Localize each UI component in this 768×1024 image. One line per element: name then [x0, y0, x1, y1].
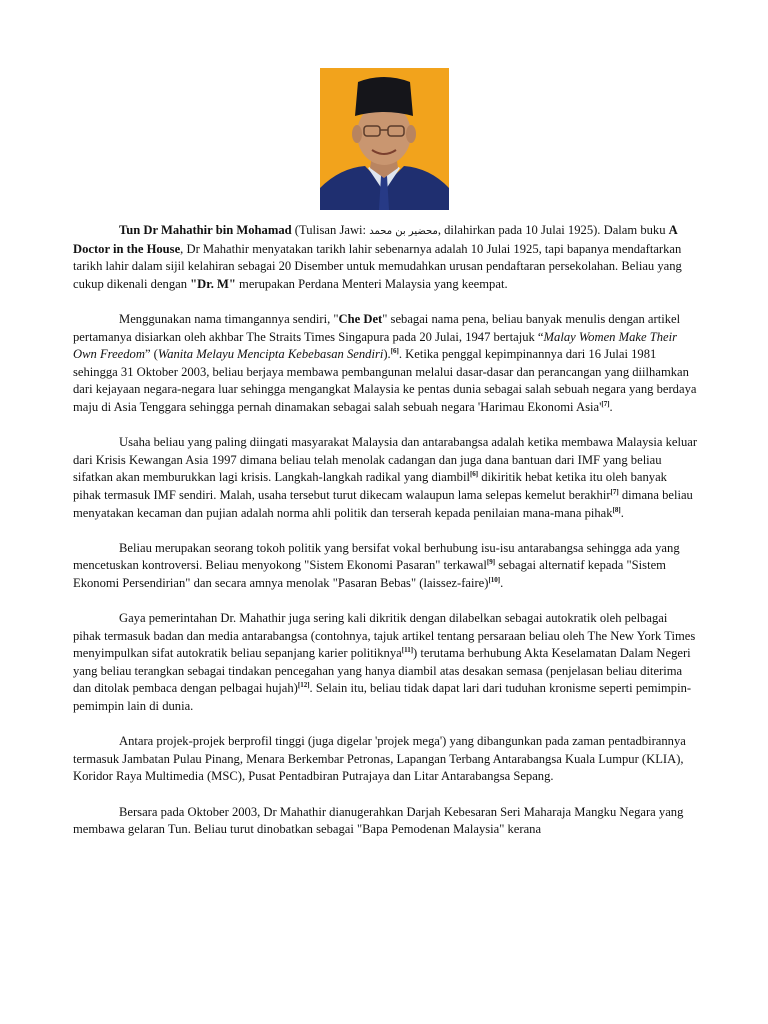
nickname: "Dr. M"	[190, 276, 236, 291]
text-fragment: Bersara pada Oktober 2003, Dr Mahathir dianugerahkan Darjah Kebesaran Seri Maharaja Mangku Negara yang membawa gelaran Tun. Beliau turut dinobatkan sebagai "Bapa Pemodenan Malaysia" kerana	[73, 804, 684, 837]
paragraph-mega-projects	[73, 733, 698, 786]
text-fragment: Gaya pemerintahan Dr. Mahathir juga sering kali dikritik dengan dilabelkan sebagai autokratik oleh pelbagai pihak termasuk badan dan media antarabangsa (contohnya, tajuk artikel tentang persaraan beliau oleh The New York Times menyimpulkan sifat autokratik beliau sepanjang karier politiknya	[73, 611, 696, 661]
text-fragment: . Selain itu, beliau tidak dapat lari dari tuduhan kronisme seperti pemimpin-pemimpin lain di dunia.	[73, 681, 692, 714]
reference-link[interactable]: [11]	[401, 646, 414, 655]
text-fragment: ” (	[144, 347, 158, 362]
article-title-english: Malay Women Make Their Own Freedom	[73, 329, 678, 362]
text-fragment: Antara projek-projek berprofil tinggi (juga digelar 'projek mega') yang dibangunkan pada zaman pentadbirannya termasuk Jambatan Pulau Pinang, Menara Berkembar Petronas, Lapangan Terbang Antarabangsa Kuala Lumpur (KLIA), Koridor Raya Multimedia (MSC), Pusat Pentadbiran Putrajaya dan Litar Antarabangsa Sepang.	[73, 734, 686, 784]
book-title: A Doctor in the House	[73, 223, 678, 256]
text-fragment: ).	[383, 347, 391, 362]
subject-name: Tun Dr Mahathir bin Mohamad	[119, 223, 292, 237]
paragraph-intro	[73, 222, 698, 293]
text-fragment: dikiritik hebat ketika itu oleh banyak pihak termasuk IMF sendiri. Malah, usaha tersebut turut dikecam walaupun lama selepas kemelut berakhir	[73, 470, 667, 502]
reference-link[interactable]: [8]	[612, 505, 621, 514]
article-title-malay: Wanita Melayu Mencipta Kebebasan Sendiri	[157, 347, 384, 362]
text-fragment: sebagai alternatif kepada "Sistem Ekonomi Persendirian" dan secara amnya menolak "Pasaran Bebas" (laissez-faire)	[73, 558, 666, 590]
paragraph-economic-views	[73, 540, 698, 593]
text-fragment: (Tulisan Jawi:	[291, 223, 370, 237]
reference-link[interactable]: [7]	[601, 399, 610, 408]
reference-link[interactable]: [6]	[390, 347, 399, 356]
pen-name: Che Det	[338, 311, 383, 326]
portrait-illustration	[320, 68, 449, 210]
paragraph-pen-name	[73, 311, 698, 417]
text-fragment: " sebagai nama pena, beliau banyak menulis dengan artikel pertamanya disiarkan oleh akhbar The Straits Times Singapura pada 20 Julai, 1947 bertajuk “	[73, 311, 681, 344]
paragraph-retirement	[73, 804, 698, 839]
text-fragment: merupakan Perdana Menteri Malaysia yang keempat.	[235, 276, 508, 291]
reference-link[interactable]: [12]	[297, 681, 310, 690]
paragraph-financial-crisis	[73, 434, 698, 522]
text-fragment: .	[620, 505, 624, 520]
portrait-photo	[320, 68, 449, 210]
reference-link[interactable]: [9]	[486, 558, 496, 567]
text-fragment: , dilahirkan pada 10 Julai 1925). Dalam buku	[437, 223, 669, 237]
text-fragment: dimana beliau menyatakan kecaman dan pujian adalah norma ahli politik dan terserah kepada penilaian mana-mana pihak	[73, 487, 693, 520]
text-fragment: . Ketika penggal kepimpinannya dari 16 Julai 1981 sehingga 31 Oktober 2003, beliau berjaya membawa pembangunan melalui dasar-dasar dan perancangan yang diilhamkan dari kejayaan negara-negara luar sehingga mengangkat Malaysia ke pentas dunia sebagai salah sebuah negara yang berdaya maju di Asia Tenggara sehingga pernah dinamakan sebagai salah sebuah negara 'Harimau Ekonomi Asia'	[73, 347, 697, 414]
text-fragment: , Dr Mahathir menyatakan tarikh lahir sebenarnya adalah 10 Julai 1925, tapi bapanya mendaftarkan tarikh lahir dalam sijil kelahiran sebagai 20 Disember untuk memudahkan urusan pendaftaran persekolahan. Beliau yang cukup dikenali dengan	[73, 241, 682, 291]
reference-link[interactable]: [7]	[610, 487, 619, 496]
reference-link[interactable]: [10]	[488, 575, 501, 584]
text-fragment: .	[609, 399, 613, 414]
article-body	[73, 222, 698, 856]
text-fragment: Usaha beliau yang paling diingati masyarakat Malaysia dan antarabangsa adalah ketika membawa Malaysia keluar dari Krisis Kewangan Asia 1997 dimana beliau telah menolak cadangan dan juga dana bantuan dari IMF yang beliau sifatkan akan memburukkan lagi krisis. Langkah-langkah radikal yang diambil	[73, 435, 698, 485]
paragraph-governance-style	[73, 610, 698, 716]
text-fragment: Beliau merupakan seorang tokoh politik yang bersifat vokal berhubung isu-isu antarabangsa sehingga ada yang mencetuskan kontroversi. Beliau menyokong "Sistem Ekonomi Pasaran" terkawal	[73, 540, 680, 573]
text-fragment: Menggunakan nama timangannya sendiri, "	[119, 311, 339, 326]
reference-link[interactable]: [6]	[469, 470, 479, 479]
text-fragment: ) terutama berhubung Akta Keselamatan Dalam Negeri yang beliau terangkan sebagai tindakan pencegahan yang hanya diambil atas desakan semasa (penjelasan beliau diterima dan ditolak pembaca dengan pelbagai hujah)	[73, 646, 691, 696]
jawi-name: محضير بن محمد	[369, 226, 438, 237]
text-fragment: .	[500, 575, 504, 590]
